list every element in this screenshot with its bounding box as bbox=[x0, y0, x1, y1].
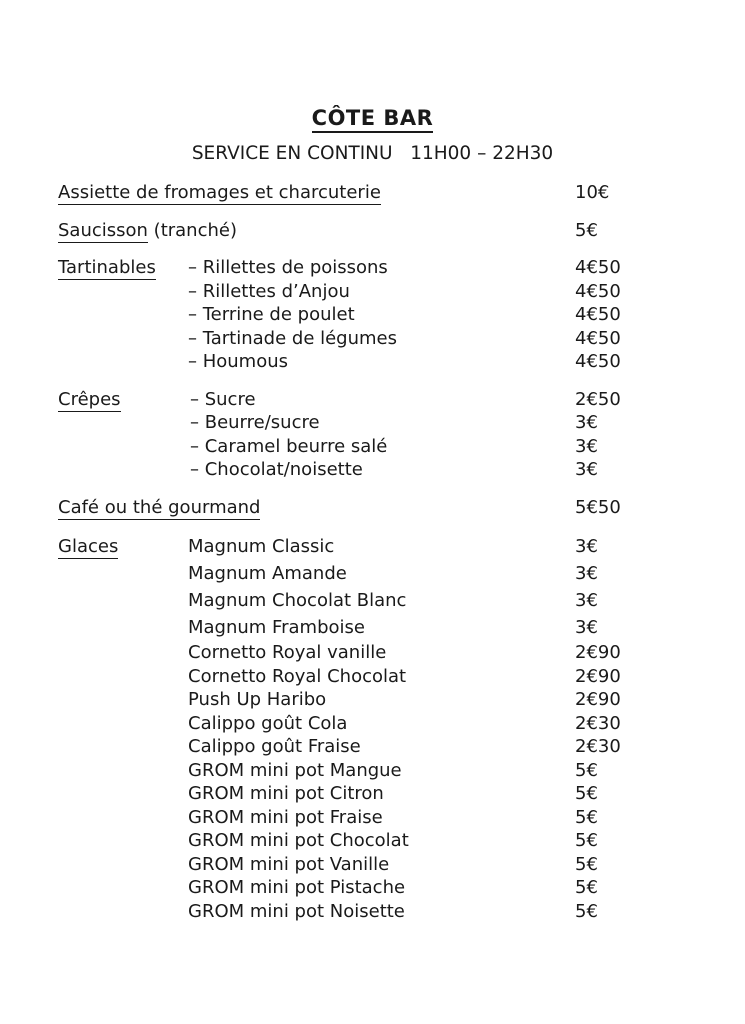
menu-row bbox=[0, 614, 745, 641]
section-label-saucisson bbox=[58, 219, 237, 243]
menu-item-name: GROM mini pot Noisette bbox=[188, 900, 405, 922]
menu-row bbox=[0, 876, 745, 900]
menu-item-name: – Caramel beurre salé bbox=[190, 435, 388, 457]
menu-item-name: Cornetto Royal Chocolat bbox=[188, 665, 407, 687]
menu-price: 3€ bbox=[575, 590, 598, 611]
menu-item-name: – Tartinade de légumes bbox=[188, 327, 398, 349]
section-label-glaces bbox=[58, 533, 118, 560]
menu-item-name: – Sucre bbox=[190, 388, 256, 410]
menu-row bbox=[0, 759, 745, 783]
menu-price: 2€90 bbox=[575, 642, 621, 663]
section-label-text: Tartinables bbox=[58, 257, 156, 278]
menu-row bbox=[0, 496, 745, 520]
menu-row bbox=[0, 712, 745, 736]
menu-price: 4€50 bbox=[575, 257, 621, 278]
menu-row bbox=[0, 853, 745, 877]
menu-price: 5€50 bbox=[575, 496, 621, 518]
menu-item-name: Magnum Chocolat Blanc bbox=[188, 590, 407, 611]
menu-row bbox=[0, 560, 745, 587]
menu-price: 5€ bbox=[575, 830, 598, 851]
menu-price: 2€90 bbox=[575, 665, 621, 687]
menu-item-name: – Terrine de poulet bbox=[188, 304, 355, 325]
menu-row bbox=[0, 641, 745, 665]
menu-price: 4€50 bbox=[575, 351, 621, 372]
menu-item-name: – Beurre/sucre bbox=[190, 412, 320, 433]
menu-price: 2€50 bbox=[575, 388, 621, 410]
menu-item-name: GROM mini pot Pistache bbox=[188, 877, 406, 898]
menu-item-name: GROM mini pot Vanille bbox=[188, 853, 390, 875]
menu-header bbox=[0, 105, 745, 166]
menu-section-crepes bbox=[0, 388, 745, 482]
menu-price: 3€ bbox=[575, 459, 598, 480]
menu-price: 10€ bbox=[575, 182, 610, 203]
service-hours: SERVICE EN CONTINU 11H00 – 22H30 bbox=[191, 143, 554, 164]
menu-item-name: – Chocolat/noisette bbox=[190, 459, 363, 480]
menu-row bbox=[0, 411, 745, 435]
section-label-text: Assiette de fromages et charcuterie bbox=[58, 182, 381, 203]
menu-row bbox=[0, 350, 745, 374]
menu-item-name: – Houmous bbox=[188, 351, 289, 372]
menu-item-name: Magnum Amande bbox=[188, 563, 347, 584]
menu-price: 5€ bbox=[575, 900, 598, 922]
menu-item-name: – Rillettes d’Anjou bbox=[188, 280, 350, 302]
menu-row bbox=[0, 280, 745, 304]
menu-row bbox=[0, 388, 745, 412]
menu-price: 4€50 bbox=[575, 327, 621, 349]
menu-row bbox=[0, 533, 745, 560]
menu-row bbox=[0, 219, 745, 243]
menu-row bbox=[0, 688, 745, 712]
menu-item-name: GROM mini pot Mangue bbox=[188, 759, 402, 781]
menu-row bbox=[0, 806, 745, 830]
menu-price: 5€ bbox=[575, 759, 598, 781]
menu-row bbox=[0, 181, 745, 205]
menu-price: 5€ bbox=[575, 806, 598, 828]
menu-price: 4€50 bbox=[575, 280, 621, 302]
menu-price: 3€ bbox=[575, 563, 598, 584]
menu-price: 5€ bbox=[575, 783, 598, 804]
menu-item-name: Cornetto Royal vanille bbox=[188, 642, 387, 663]
menu-item-name: GROM mini pot Citron bbox=[188, 783, 384, 804]
menu-item-name: Calippo goût Cola bbox=[188, 712, 348, 734]
menu-section-glaces bbox=[0, 533, 745, 923]
menu-row bbox=[0, 458, 745, 482]
menu-price: 3€ bbox=[575, 617, 598, 638]
section-label-cafe-the-gourmand bbox=[58, 496, 260, 520]
menu-section-saucisson bbox=[0, 219, 745, 243]
menu-item-name: – Rillettes de poissons bbox=[188, 257, 388, 278]
section-label-tartinables bbox=[58, 256, 156, 280]
menu-item-name: Push Up Haribo bbox=[188, 689, 327, 710]
menu-price: 3€ bbox=[575, 435, 598, 457]
section-label-text: Glaces bbox=[58, 536, 119, 557]
section-label-text: Saucisson bbox=[58, 219, 148, 241]
menu-row bbox=[0, 303, 745, 327]
menu-price: 3€ bbox=[575, 536, 598, 557]
section-label-suffix: (tranché) bbox=[147, 219, 237, 241]
section-label-assiette bbox=[58, 181, 381, 205]
menu-row bbox=[0, 735, 745, 759]
section-label-crepes bbox=[58, 388, 121, 412]
menu-row bbox=[0, 782, 745, 806]
menu-price: 2€30 bbox=[575, 712, 621, 734]
menu-section-assiette bbox=[0, 181, 745, 205]
menu-row bbox=[0, 256, 745, 280]
menu-price: 4€50 bbox=[575, 304, 621, 325]
menu-row bbox=[0, 665, 745, 689]
menu-price: 3€ bbox=[575, 412, 598, 433]
menu-section-tartinables bbox=[0, 256, 745, 374]
menu-price: 5€ bbox=[575, 219, 598, 241]
menu-row bbox=[0, 435, 745, 459]
menu-item-name: Calippo goût Fraise bbox=[188, 736, 361, 757]
page-title: CÔTE BAR bbox=[312, 105, 434, 133]
menu-section-cafe-the-gourmand bbox=[0, 496, 745, 520]
menu-sections bbox=[0, 181, 745, 923]
menu-item-name: Magnum Classic bbox=[188, 536, 335, 557]
menu-price: 5€ bbox=[575, 877, 598, 898]
menu-price: 5€ bbox=[575, 853, 598, 875]
menu-item-name: GROM mini pot Fraise bbox=[188, 806, 383, 828]
section-label-text: Café ou thé gourmand bbox=[58, 496, 261, 518]
menu-price: 2€30 bbox=[575, 736, 621, 757]
menu-row bbox=[0, 327, 745, 351]
menu-row bbox=[0, 587, 745, 614]
menu-price: 2€90 bbox=[575, 689, 621, 710]
menu-item-name: Magnum Framboise bbox=[188, 617, 365, 638]
menu-row bbox=[0, 900, 745, 924]
menu-row bbox=[0, 829, 745, 853]
section-label-text: Crêpes bbox=[58, 388, 121, 410]
menu-item-name: GROM mini pot Chocolat bbox=[188, 830, 409, 851]
